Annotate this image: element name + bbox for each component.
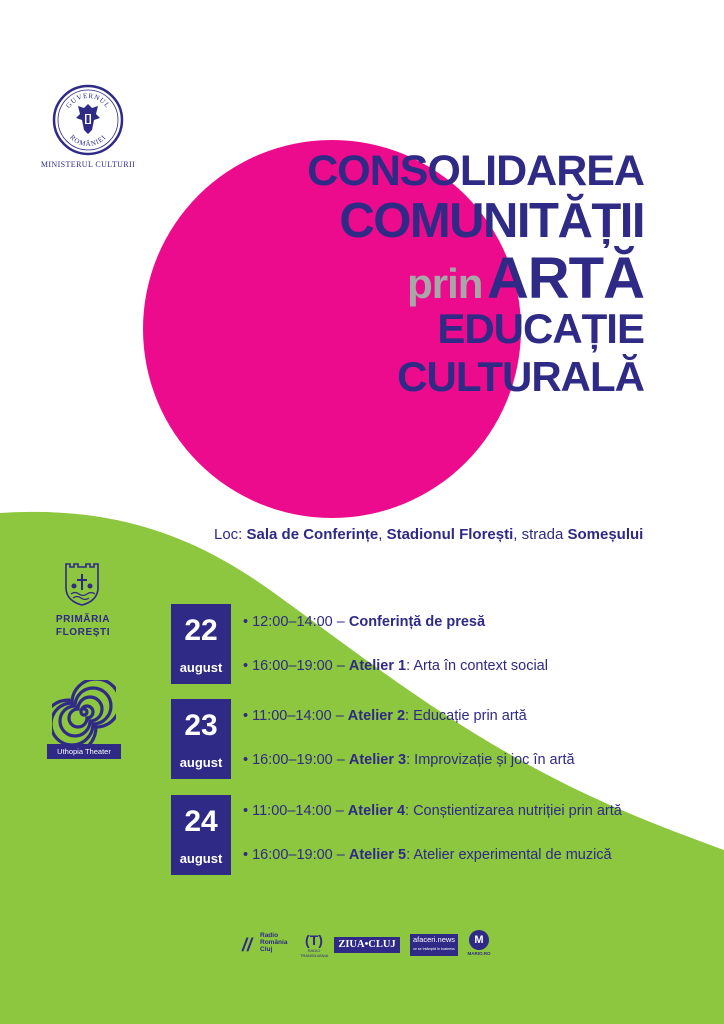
session-name: Atelier 4 xyxy=(347,803,406,819)
afaceri-news-text: afaceri.news xyxy=(412,935,456,944)
title-educatie: EDUCAȚIE xyxy=(437,305,644,352)
session-name: Atelier 3 xyxy=(348,752,407,768)
mario-logo xyxy=(466,930,492,960)
location-venue: Sala de Conferințe xyxy=(246,526,379,543)
radio-transilvania-mark: (T) xyxy=(305,932,323,948)
primaria-line-1: PRIMĂRIA xyxy=(55,614,111,625)
romanian-government-emblem-icon xyxy=(52,84,124,156)
date-day: 22 xyxy=(184,614,218,647)
primaria-floresti-name xyxy=(40,613,126,639)
session-description: : Conștientizarea nutriției prin artă xyxy=(405,803,622,819)
session-time: 16:00–19:00 – xyxy=(252,752,349,768)
location-sep-1: , xyxy=(378,526,387,543)
uthopia-spiral-icon xyxy=(52,680,116,744)
event-location xyxy=(214,526,643,543)
title-arta: ARTĂ xyxy=(486,246,644,311)
title-prin: prin xyxy=(407,260,483,307)
mario-text: MARIO.RO xyxy=(467,951,491,956)
title-line-4 xyxy=(307,305,644,352)
session-time: 11:00–14:00 – xyxy=(252,803,348,819)
radio-romania-icon: // xyxy=(242,935,253,955)
date-badge-23 xyxy=(171,699,231,779)
event-title xyxy=(307,147,644,400)
session-description: : Arta în context social xyxy=(406,658,548,674)
afaceri-news-logo xyxy=(410,934,458,956)
session-description: : Atelier experimental de muzică xyxy=(406,847,612,863)
title-line-5: CULTURALĂ xyxy=(397,353,644,400)
date-month: august xyxy=(179,660,223,675)
ministry-caption: MINISTERUL CULTURII xyxy=(40,160,136,169)
title-line-1: CONSOLIDAREA xyxy=(307,147,644,195)
bullet: • xyxy=(243,614,253,630)
bullet: • xyxy=(243,658,253,674)
ziua-cluj-logo: ZIUA•CLUJ xyxy=(334,937,400,953)
session-name: Atelier 5 xyxy=(348,847,407,863)
session-name: Atelier 1 xyxy=(348,658,407,674)
session-time: 12:00–14:00 – xyxy=(252,614,349,630)
session-time: 16:00–19:00 – xyxy=(252,847,349,863)
uthopia-theater-label: Uthopia Theater xyxy=(47,744,121,759)
date-badge-24 xyxy=(171,795,231,875)
radio-transilvania-text: RADIO TRANSILVANIA xyxy=(300,948,329,958)
date-badge-22 xyxy=(171,604,231,684)
session-name: Conferință de presă xyxy=(348,614,486,630)
svg-text:ROMÂNIEI xyxy=(68,133,108,148)
schedule-item xyxy=(243,847,612,863)
radio-transilvania-logo xyxy=(300,932,328,958)
session-time: 11:00–14:00 – xyxy=(252,708,348,724)
gov-logo-top-text: GUVERNUL xyxy=(64,91,112,110)
mario-icon: M xyxy=(469,930,489,950)
date-month: august xyxy=(179,755,223,770)
title-line-3 xyxy=(307,246,644,311)
radio-line-1: Radio xyxy=(260,932,279,939)
primaria-floresti-crest-icon xyxy=(63,560,101,606)
radio-line-3: Cluj xyxy=(260,946,273,953)
radio-romania-cluj-logo xyxy=(242,932,298,958)
radio-romania-text xyxy=(260,932,287,953)
radio-line-2: România xyxy=(260,939,288,946)
schedule-item xyxy=(243,708,527,724)
session-time: 16:00–19:00 – xyxy=(252,658,349,674)
schedule-item xyxy=(243,803,622,819)
session-description: : Educație prin artă xyxy=(405,708,527,724)
title-si: și xyxy=(399,305,433,352)
afaceri-news-tagline: ce se întâmplă în business xyxy=(413,947,455,951)
bullet: • xyxy=(243,752,253,768)
date-day: 23 xyxy=(184,709,218,742)
date-day: 24 xyxy=(184,805,218,838)
location-sep-2: , strada xyxy=(513,526,568,543)
schedule-item xyxy=(243,752,575,768)
bullet: • xyxy=(243,708,253,724)
bullet: • xyxy=(243,803,253,819)
location-stadium: Stadionul Florești xyxy=(386,526,514,543)
session-description: : Improvizație și joc în artă xyxy=(406,752,575,768)
session-name: Atelier 2 xyxy=(347,708,406,724)
title-line-2: COMUNITĂȚII xyxy=(339,194,644,248)
schedule-item xyxy=(243,614,485,630)
date-month: august xyxy=(179,851,223,866)
primaria-line-2: FLOREȘTI xyxy=(55,627,111,638)
schedule-item xyxy=(243,658,548,674)
bullet: • xyxy=(243,847,253,863)
gov-logo-bottom-text: ROMÂNIEI xyxy=(68,133,108,149)
location-prefix: Loc: xyxy=(214,526,247,543)
location-street: Someșului xyxy=(567,526,644,543)
